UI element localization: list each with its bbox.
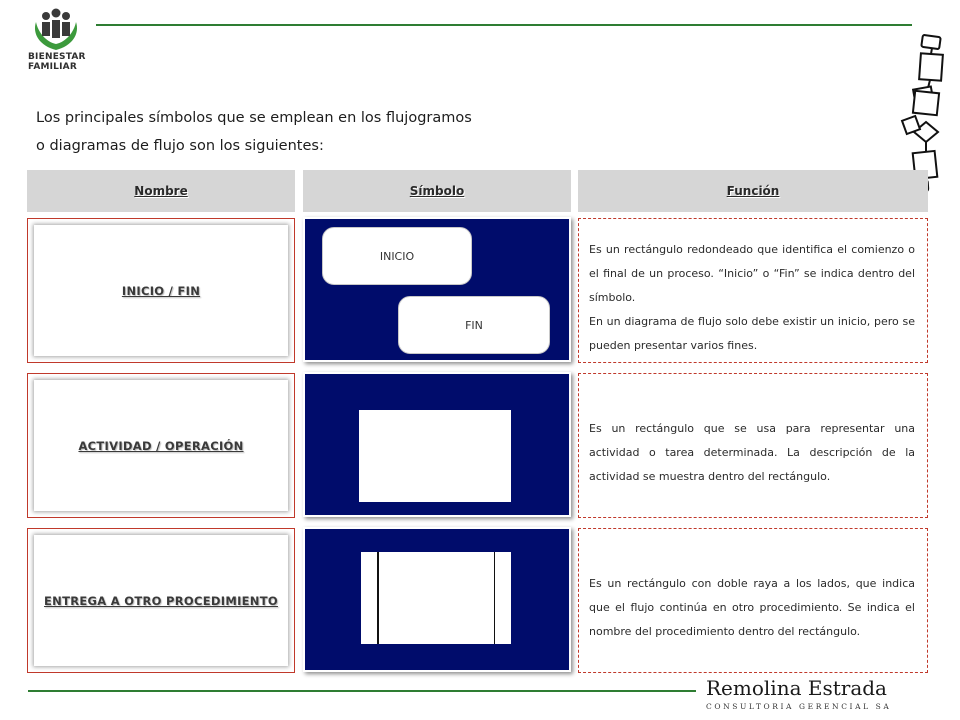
column-header-function-label: Función: [726, 184, 780, 198]
symbol-cell-transfer: [303, 527, 571, 672]
row-function-cell: [578, 218, 928, 363]
logo-text-line2: FAMILIAR: [28, 62, 77, 72]
logo-text: [28, 52, 88, 72]
row-name-cell: [27, 218, 295, 363]
bienestar-familiar-logo: [28, 8, 84, 78]
column-header-name: [27, 170, 295, 212]
intro-text: [36, 104, 556, 160]
function-paragraph: Es un rectángulo que se usa para representar una actividad o tarea determinada. La descripción de la actividad se muestra dentro del rectángulo.: [589, 421, 915, 483]
row-name-cell: [27, 528, 295, 673]
brand-name: Remolina Estrada: [706, 676, 887, 700]
intro-line-1: Los principales símbolos que se emplean en los flujogramos: [36, 110, 472, 126]
predefined-process-shape: [361, 552, 511, 644]
column-header-function: [578, 170, 928, 212]
row-name-inner: [34, 225, 288, 356]
row-function-cell: [578, 373, 928, 518]
end-terminal-label: FIN: [465, 318, 483, 332]
symbol-cell-start-end: [303, 217, 571, 362]
row-name-inner: [34, 380, 288, 511]
function-paragraph: Es un rectángulo con doble raya a los lados, que indica que el flujo continúa en otro procedimiento. Se indica el nombre del procedimiento dentro del rectángulo.: [589, 576, 915, 638]
remolina-estrada-logo: [704, 676, 918, 716]
end-terminal-shape: [398, 296, 550, 354]
row-name-label: ENTREGA A OTRO PROCEDIMIENTO: [44, 593, 278, 608]
column-header-symbol-label: Símbolo: [409, 184, 465, 198]
predefined-process-right-line: [494, 552, 496, 644]
family-hands-icon: [30, 8, 82, 52]
row-name-label: ACTIVIDAD / OPERACIÓN: [78, 438, 244, 453]
symbol-cell-activity: [303, 372, 571, 517]
brand-tagline: CONSULTORIA GERENCIAL SA: [706, 702, 892, 711]
column-header-symbol: [303, 170, 571, 212]
start-terminal-label: INICIO: [379, 249, 415, 263]
activity-rectangle-shape: [359, 410, 511, 502]
column-header-name-label: Nombre: [134, 184, 188, 198]
intro-line-2: o diagramas de flujo son los siguientes:: [36, 138, 324, 154]
predefined-process-left-line: [377, 552, 379, 644]
row-name-inner: [34, 535, 288, 666]
row-function-cell: [578, 528, 928, 673]
row-name-cell: [27, 373, 295, 518]
bottom-divider: [28, 690, 696, 692]
logo-text-line1: BIENESTAR: [28, 52, 86, 62]
start-terminal-shape: [322, 227, 472, 285]
function-paragraph: En un diagrama de flujo solo debe existir un inicio, pero se pueden presentar varios fines.: [589, 314, 915, 352]
top-divider: [96, 24, 912, 26]
function-paragraph: Es un rectángulo redondeado que identifica el comienzo o el final de un proceso. “Inicio” o “Fin” se indica dentro del símbolo.: [589, 242, 915, 304]
row-name-label: INICIO / FIN: [121, 283, 201, 298]
